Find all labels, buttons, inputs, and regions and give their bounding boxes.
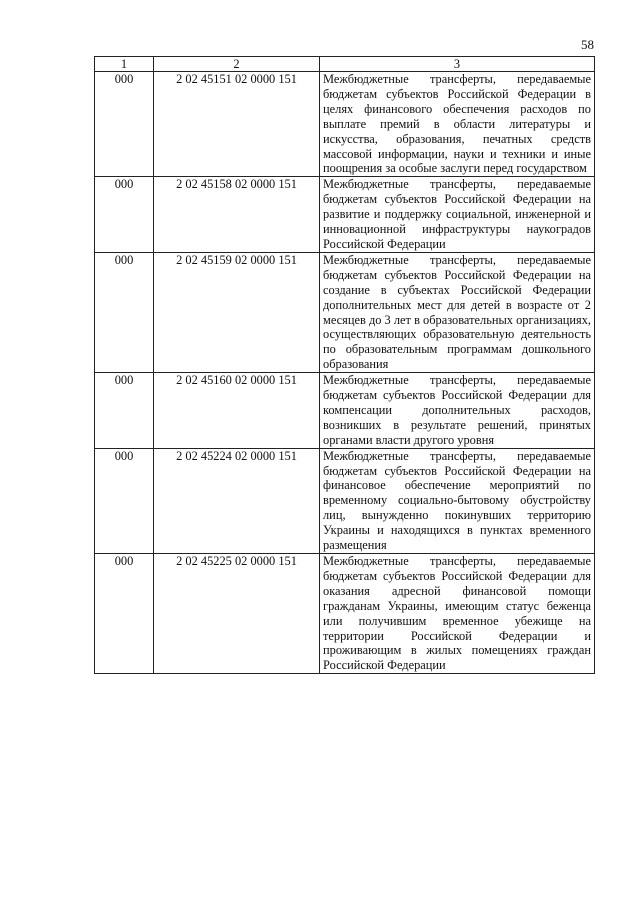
description-cell: Межбюджетные трансферты, передаваемые бюджетам субъектов Российской Федерации на финансовое обеспечение мероприятий по временному социально-бытовому обустройству лиц, вынужденно покинувших территорию Украины и находящихся в пунктах временного размещения xyxy=(320,448,595,553)
classification-code-cell: 2 02 45160 02 0000 151 xyxy=(154,373,320,449)
admin-code-cell: 000 xyxy=(95,252,154,372)
description-cell: Межбюджетные трансферты, передаваемые бюджетам субъектов Российской Федерации для оказания адресной финансовой помощи гражданам Украины, имеющим статус беженца или получившим временное убежище на территории Российской Федерации и проживающим в жилых помещениях граждан Российской Федерации xyxy=(320,554,595,674)
description-cell: Межбюджетные трансферты, передаваемые бюджетам субъектов Российской Федерации на создание в субъектах Российской Федерации дополнительных мест для детей в возрасте от 2 месяцев до 3 лет в образовательных организациях, осуществляющих образовательную деятельность по образовательным программам дошкольного образования xyxy=(320,252,595,372)
table-header-row xyxy=(95,57,595,72)
column-header-1: 1 xyxy=(95,57,154,72)
table-row xyxy=(95,252,595,372)
table-row xyxy=(95,177,595,253)
admin-code-cell: 000 xyxy=(95,554,154,674)
admin-code-cell: 000 xyxy=(95,72,154,177)
description-cell: Межбюджетные трансферты, передаваемые бюджетам субъектов Российской Федерации в целях финансового обеспечения расходов по выплате премий в области литературы и искусства, образования, печатных средств массовой информации, науки и техники и иные поощрения за особые заслуги перед государством xyxy=(320,72,595,177)
column-header-2: 2 xyxy=(154,57,320,72)
table-row xyxy=(95,554,595,674)
admin-code-cell: 000 xyxy=(95,448,154,553)
classification-code-cell: 2 02 45225 02 0000 151 xyxy=(154,554,320,674)
admin-code-cell: 000 xyxy=(95,373,154,449)
column-header-3: 3 xyxy=(320,57,595,72)
classification-code-cell: 2 02 45159 02 0000 151 xyxy=(154,252,320,372)
table-row xyxy=(95,72,595,177)
table-row xyxy=(95,448,595,553)
budget-classification-table xyxy=(94,56,595,674)
table-row xyxy=(95,373,595,449)
description-cell: Межбюджетные трансферты, передаваемые бюджетам субъектов Российской Федерации для компенсации дополнительных расходов, возникших в результате решений, принятых органами власти другого уровня xyxy=(320,373,595,449)
page-number: 58 xyxy=(581,37,594,52)
classification-code-cell: 2 02 45224 02 0000 151 xyxy=(154,448,320,553)
classification-code-cell: 2 02 45151 02 0000 151 xyxy=(154,72,320,177)
admin-code-cell: 000 xyxy=(95,177,154,253)
classification-code-cell: 2 02 45158 02 0000 151 xyxy=(154,177,320,253)
description-cell: Межбюджетные трансферты, передаваемые бюджетам субъектов Российской Федерации на развитие и поддержку социальной, инженерной и инновационной инфраструктуры наукоградов Российской Федерации xyxy=(320,177,595,253)
